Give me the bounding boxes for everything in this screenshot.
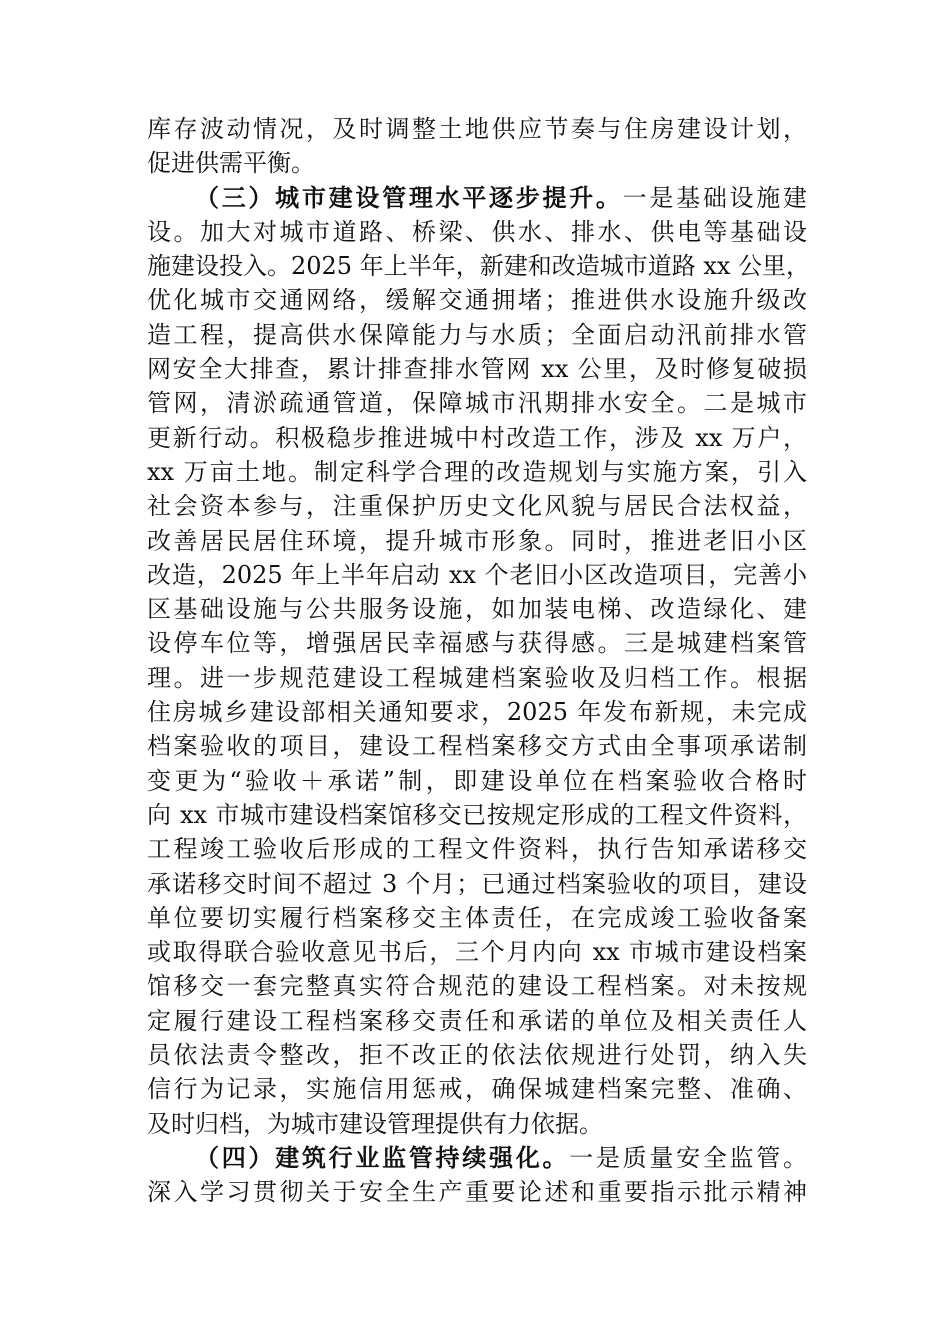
text-line: 深入学习贯彻关于安全生产重要论述和重要指示批示精神 xyxy=(147,1178,807,1207)
text-line: 单位要切实履行档案移交主体责任，在完成竣工验收备案 xyxy=(147,903,807,932)
text-line: 网安全大排查，累计排查排水管网 xx 公里，及时修复破损 xyxy=(147,355,807,384)
section-heading-line xyxy=(147,1141,807,1175)
text-line: 向 xx 市城市建设档案馆移交已按规定形成的工程文件资料， xyxy=(147,800,807,829)
text-run: 一是质量安全监管。 xyxy=(569,1143,808,1172)
text-line: 社会资本参与，注重保护历史文化风貌与居民合法权益， xyxy=(147,492,807,521)
text-line: 档案验收的项目，建设工程档案移交方式由全事项承诺制 xyxy=(147,732,807,761)
text-line: 或取得联合验收意见书后，三个月内向 xx 市城市建设档案 xyxy=(147,938,807,967)
text-line: xx 万亩土地。制定科学合理的改造规划与实施方案，引入 xyxy=(147,457,807,486)
text-line: 优化城市交通网络，缓解交通拥堵；推进供水设施升级改 xyxy=(147,286,807,315)
text-line: 更新行动。积极稳步推进城中村改造工作，涉及 xx 万户， xyxy=(147,423,807,452)
text-line: 造工程，提高供水保障能力与水质；全面启动汛前排水管 xyxy=(147,320,807,349)
body-text xyxy=(147,112,811,1210)
text-line: 及时归档，为城市建设管理提供有力依据。 xyxy=(147,1109,603,1138)
section-heading-line xyxy=(147,181,807,215)
text-run: 一是基础设施建 xyxy=(622,183,808,212)
text-line: 管网，清淤疏通管道，保障城市汛期排水安全。二是城市 xyxy=(147,389,807,418)
text-line: 改造，2025 年上半年启动 xx 个老旧小区改造项目，完善小 xyxy=(147,560,807,589)
text-line: 住房城乡建设部相关通知要求，2025 年发布新规，未完成 xyxy=(147,698,807,727)
text-line: 库存波动情况，及时调整土地供应节奏与住房建设计划， xyxy=(147,115,807,143)
text-line: 设停车位等，增强居民幸福感与获得感。三是城建档案管 xyxy=(147,629,807,658)
text-line: 施建设投入。2025 年上半年，新建和改造城市道路 xx 公里， xyxy=(147,252,811,281)
text-line: 变更为“验收＋承诺”制，即建设单位在档案验收合格时 xyxy=(147,766,807,795)
text-line: 设。加大对城市道路、桥梁、供水、排水、供电等基础设 xyxy=(147,217,807,246)
text-line: 信行为记录，实施信用惩戒，确保城建档案完整、准确、 xyxy=(147,1075,807,1104)
text-line: 馆移交一套完整真实符合规范的建设工程档案。对未按规 xyxy=(147,972,807,1001)
text-line: 促进供需平衡。 xyxy=(147,149,315,178)
section-heading: （三）城市建设管理水平逐步提升。 xyxy=(195,182,623,212)
section-heading: （四）建筑行业监管持续强化。 xyxy=(195,1142,570,1172)
text-line: 承诺移交时间不超过 3 个月；已通过档案验收的项目，建设 xyxy=(147,869,807,898)
text-line: 工程竣工验收后形成的工程文件资料，执行告知承诺移交 xyxy=(147,835,807,864)
text-line: 员依法责令整改，拒不改正的依法依规进行处罚，纳入失 xyxy=(147,1041,807,1070)
text-line: 定履行建设工程档案移交责任和承诺的单位及相关责任人 xyxy=(147,1006,807,1035)
text-line: 改善居民居住环境，提升城市形象。同时，推进老旧小区 xyxy=(147,526,807,555)
text-line: 理。进一步规范建设工程城建档案验收及归档工作。根据 xyxy=(147,663,807,692)
text-line: 区基础设施与公共服务设施，如加装电梯、改造绿化、建 xyxy=(147,595,807,624)
